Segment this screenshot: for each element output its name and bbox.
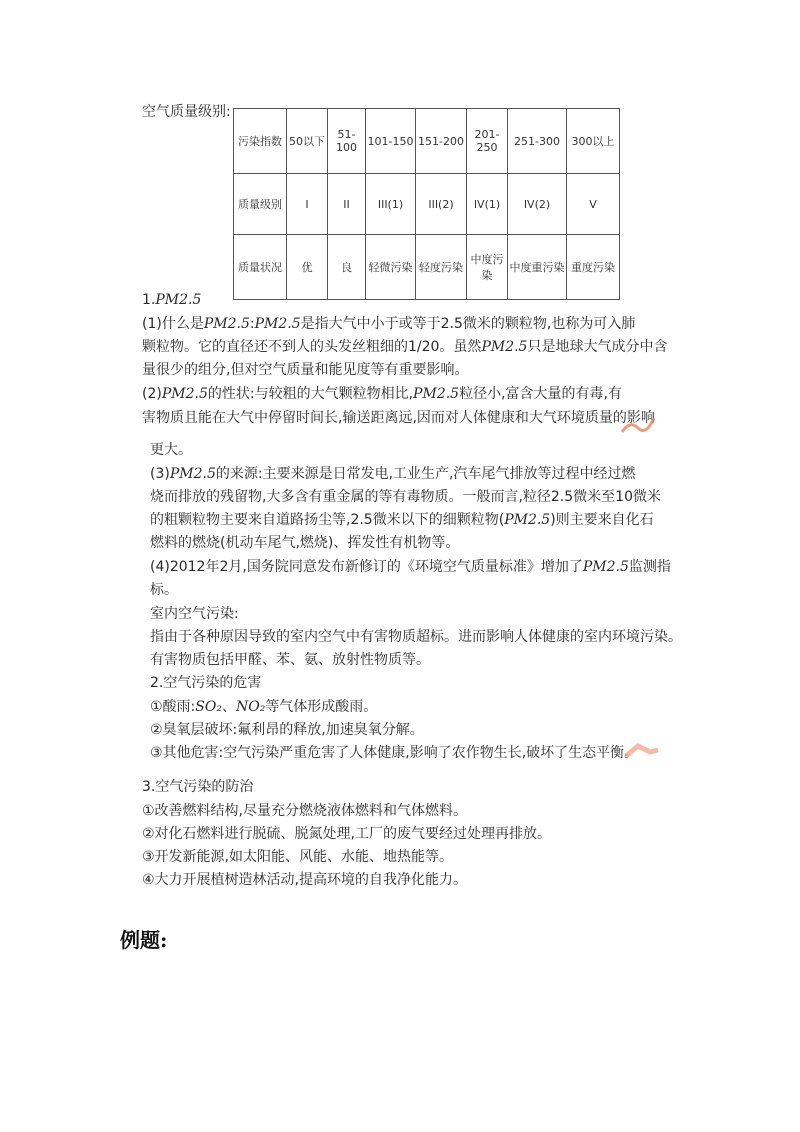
table-cell: III(1) [366,174,416,235]
scribble-mark-icon [618,410,658,440]
math-var: PM2.5 [169,466,216,482]
math-var: PM2.5 [504,512,551,528]
table-cell: 质量状况 [234,235,287,300]
table-cell: 300以上 [567,109,620,174]
text-run: 只是地球大气成分中含 [527,339,668,355]
math-var: PM2.5 [155,292,202,308]
heading-number: 1. [142,292,156,308]
text-run: )则主要来自化石 [550,512,654,528]
paragraph-line: 有害物质包括甲醛、苯、氨、放射性物质等。 [150,652,430,668]
table-cell: I [287,174,328,235]
table-row [234,174,620,235]
math-var: PM2.5 [413,386,460,402]
table-cell: III(2) [416,174,467,235]
list-item [150,697,377,717]
text-run: 粒径小,富含大量的有毒,有 [459,386,622,402]
list-item: ③其他危害:空气污染严重危害了人体健康,影响了农作物生长,破坏了生态平衡。 [150,745,639,761]
section-heading: 2.空气污染的危害 [150,675,262,691]
text-run: (2) [142,386,162,402]
table-cell: 151-200 [416,109,467,174]
table-cell: 中度重污染 [508,235,567,300]
text-run: 是指大气中小于或等于2.5微米的颗粒物,也称为可入肺 [300,316,636,332]
example-heading: 例题: [120,928,168,952]
table-cell: 良 [328,235,366,300]
list-item: ②臭氧层破坏:氟利昂的释放,加速臭氧分解。 [150,722,424,738]
paragraph-line: 烧而排放的残留物,大多含有重金属的等有毒物质。一般而言,粒径2.5微米至10微米 [150,489,661,505]
subheading: 室内空气污染: [150,606,239,622]
math-var: PM2.5 [582,559,629,575]
paragraph-line: 标。 [150,582,178,598]
table-cell: 201-250 [467,109,508,174]
text-run: 颗粒物。它的直径还不到人的头发丝粗细的1/20。虽然 [142,339,482,355]
text-run: (1)什么是 [142,316,204,332]
table-cell: IV(1) [467,174,508,235]
table-cell: 轻微污染 [366,235,416,300]
paragraph-line: 量很少的组分,但对空气质量和能见度等有重要影响。 [142,362,469,378]
scribble-mark-icon [622,740,662,760]
table-cell: II [328,174,366,235]
table-caption: 空气质量级别: [142,104,231,120]
text-run: ①酸雨: [150,699,196,715]
list-item: ②对化石燃料进行脱硫、脱氮处理,工厂的废气要经过处理再排放。 [142,826,551,842]
table-cell: 轻度污染 [416,235,467,300]
paragraph-line: 指由于各种原因导致的室内空气中有害物质超标。进而影响人体健康的室内环境污染。 [150,629,682,645]
math-var: SO₂ [195,699,222,715]
text-run: 的来源:主要来源是日常发电,工业生产,汽车尾气排放等过程中经过燃 [215,466,636,482]
math-var: NO₂ [235,699,266,715]
table-cell: 污染指数 [234,109,287,174]
math-var: PM2.5 [161,386,208,402]
text-run: (3) [150,466,170,482]
text-run: 、 [221,699,236,715]
table-cell: 质量级别 [234,174,287,235]
paragraph-line [142,337,667,357]
air-quality-table [233,108,620,300]
table-cell: 51-100 [328,109,366,174]
table-row [234,235,620,300]
list-item: ③开发新能源,如太阳能、风能、水能、地热能等。 [142,849,453,865]
list-item: ④大力开展植树造林活动,提高环境的自我净化能力。 [142,872,467,888]
text-run: : [249,316,255,332]
text-run: 的粗颗粒物主要来自道路扬尘等,2.5微米以下的细颗粒物( [150,512,505,528]
math-var: PM2.5 [481,339,528,355]
paragraph-line [150,464,636,484]
paragraph-line [142,384,622,404]
table-cell: 101-150 [366,109,416,174]
table-cell: 优 [287,235,328,300]
table-cell: 中度污染 [467,235,508,300]
section-heading: 3.空气污染的防治 [142,779,254,795]
table-cell: 重度污染 [567,235,620,300]
table-cell: 251-300 [508,109,567,174]
text-run: (4)2012年2月,国务院同意发布新修订的《环境空气质量标准》增加了 [150,559,583,575]
table-cell: IV(2) [508,174,567,235]
table-row [234,109,620,174]
text-run: 等气体形成酸雨。 [265,699,378,715]
paragraph-line [150,510,654,530]
table-cell: 50以下 [287,109,328,174]
text-run: 监测指 [628,559,671,575]
paragraph-line: 更大。 [150,442,192,458]
text-run: 的性状:与较粗的大气颗粒物相比, [207,386,414,402]
paragraph-line [142,314,635,334]
section-heading [142,290,201,310]
table-cell: V [567,174,620,235]
paragraph-line [150,557,671,577]
math-var: PM2.5 [203,316,250,332]
list-item: ①改善燃料结构,尽量充分燃烧液体燃料和气体燃料。 [142,803,467,819]
paragraph-line: 燃料的燃烧(机动车尾气,燃烧)、挥发性有机物等。 [150,535,460,551]
paragraph-line: 害物质且能在大气中停留时间长,输送距离远,因而对人体健康和大气环境质量的影响 [142,410,655,426]
math-var: PM2.5 [254,316,301,332]
